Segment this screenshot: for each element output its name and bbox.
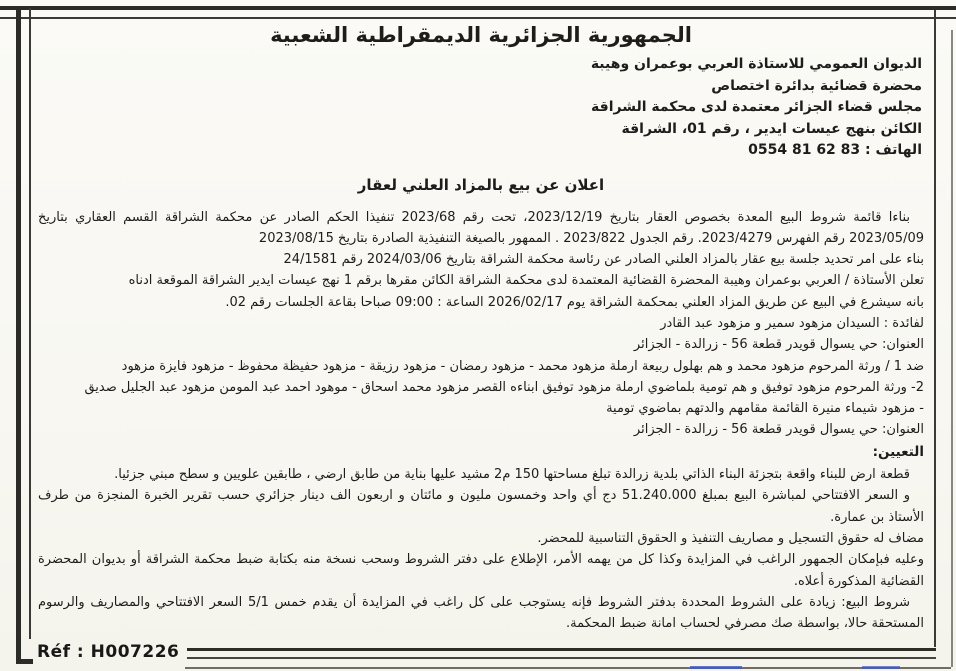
footer-row <box>16 639 936 665</box>
republic-title: الجمهورية الجزائرية الديمقراطية الشعبية <box>270 23 692 47</box>
paragraph-defendants-1: ضد 1 / ورثة المرحوم مزهود محمد و هم بهلول ربيعة ارملة مزهود محمد - مزهود رمضان - مزهود رزيقة - مزهود حفيظة محفوظ - مزهود فايزة مزهود <box>121 358 924 374</box>
frame-bottom-border <box>187 648 936 659</box>
paragraph-defendants-2: 2- ورثة المرحوم مزهود توفيق و هم تومية بلماضوي ارملة مزهود توفيق ابناءه القصر مزهود محمد اسحاق - موهود احمد عبد المومن مزهود عبد الجليل صديق <box>84 379 924 395</box>
paragraph-bailiff-declaration: تعلن الأستاذة / العربي بوعمران وهيبة المحضرة القضائية المعتمدة لدى محكمة الشراقة الكائن مقرها برقم 1 نهج عيسات ايدير الشراقة الموقعة ادناه <box>128 273 924 289</box>
paragraph-defendants-address: العنوان: حي يسوال قويدر قطعة 56 - زرالدة - الجزائر <box>633 422 924 438</box>
scan-edge-bottom <box>185 667 951 669</box>
paragraph-added-fees: مضاف له حقوق التسجيل و مصاريف التنفيذ و الحقوق التناسبية للمحضر. <box>537 530 924 546</box>
notice-content <box>38 13 924 634</box>
scan-artifact-blue <box>862 666 900 669</box>
reference-number: Réf : H007226 <box>37 642 180 662</box>
paragraph-public-consultation: وعليه فبإمكان الجمهور الراغب في المزايدة وكذا كل من يهمه الأمر، الإطلاع على دفتر الشروط وسحب نسخة منه بكتابة ضبط محكمة الشراقة أو بديوان المحضرة القضائية المذكورة أعلاه. <box>38 552 924 589</box>
office-name-line: الديوان العمومي للاستاذة العربي بوعمران وهيبة <box>590 56 922 72</box>
paragraph-property-description: قطعة ارض للبناء واقعة بتجزئة البناء الذاتي بلدية زرالدة تبلغ مساحتها 150 م2 مشيد عليها بناية من طابق ارضي ، طابقين علويين و سطح مبني جزئيا. <box>114 467 910 483</box>
paragraph-defendants-3: - مزهود شيماء منيرة القائمة مقامهم والدتهم بماضوي تومية <box>606 401 924 417</box>
bailiff-office-block <box>38 54 924 162</box>
office-council-line: مجلس قضاء الجزائر معتمدة لدى محكمة الشراقة <box>591 99 922 115</box>
frame-bottom-left-corner <box>16 635 33 664</box>
paragraph-opening-price: و السعر الافتتاحي لمباشرة البيع بمبلغ 51.240.000 دج أي واحد وخمسون مليون و مائتان و اربعون الف دينار جزائري حسب تقرير الخبرة المنجزة من طرف الأستاذ بن عمارة. <box>38 488 924 525</box>
scan-artifact-blue <box>690 666 742 669</box>
frame-right-border <box>934 10 936 647</box>
paragraph-auction-date: بانه سيشرع في البيع عن طريق المزاد العلني بمحكمة الشراقة يوم 2026/02/17 الساعة : 09:00 صباحا بقاعة الجلسات رقم 02. <box>225 294 924 310</box>
frame-left-border <box>16 8 31 639</box>
office-phone-line: الهاتف : 83 62 81 0554 <box>748 142 922 158</box>
paragraph-session-order: بناء على امر تحديد جلسة بيع عقار بالمزاد العلني الصادر عن رئاسة محكمة الشراقة بتاريخ 2024/03/06 رقم 24/1581 <box>283 252 924 268</box>
auction-notice-title: اعلان عن بيع بالمزاد العلني لعقار <box>357 175 605 194</box>
notice-body <box>38 207 924 635</box>
office-address-line: الكائن بنهج عيسات ايدير ، رقم 01، الشراقة <box>621 120 922 137</box>
office-role-line: محضرة قضائية بدائرة اختصاص <box>711 77 922 94</box>
designation-heading: التعيين: <box>872 443 924 460</box>
paragraph-beneficiaries-address: العنوان: حي يسوال قويدر قطعة 56 - زرالدة - الجزائر <box>633 337 924 353</box>
scan-edge-right <box>951 30 953 667</box>
paragraph-sale-conditions-list: بناءا قائمة شروط البيع المعدة بخصوص العقار بتاريخ 2023/12/19، تحت رقم 2023/68 تنفيذا الحكم الصادر عن محكمة الشراقة القسم العقاري بتاريخ 2023/05/09 رقم الفهرس 2023/4279. رقم الجدول 2023/822 . الممهور بالصيغة التنفيذية الصادرة بتاريخ 2023/08/15 <box>38 209 924 246</box>
paragraph-sale-terms: شروط البيع: زيادة على الشروط المحددة بدفتر الشروط فإنه يستوجب على كل راغب في المزايدة أن يقدم خمس 5/1 السعر الافتتاحي والمصاريف والرسوم المستحقة حالا، بواسطة صك مصرفي لحساب امانة ضبط المحكمة. <box>38 594 924 632</box>
paragraph-beneficiaries: لفائدة : السيدان مزهود سمير و مزهود عبد القادر <box>660 315 924 331</box>
